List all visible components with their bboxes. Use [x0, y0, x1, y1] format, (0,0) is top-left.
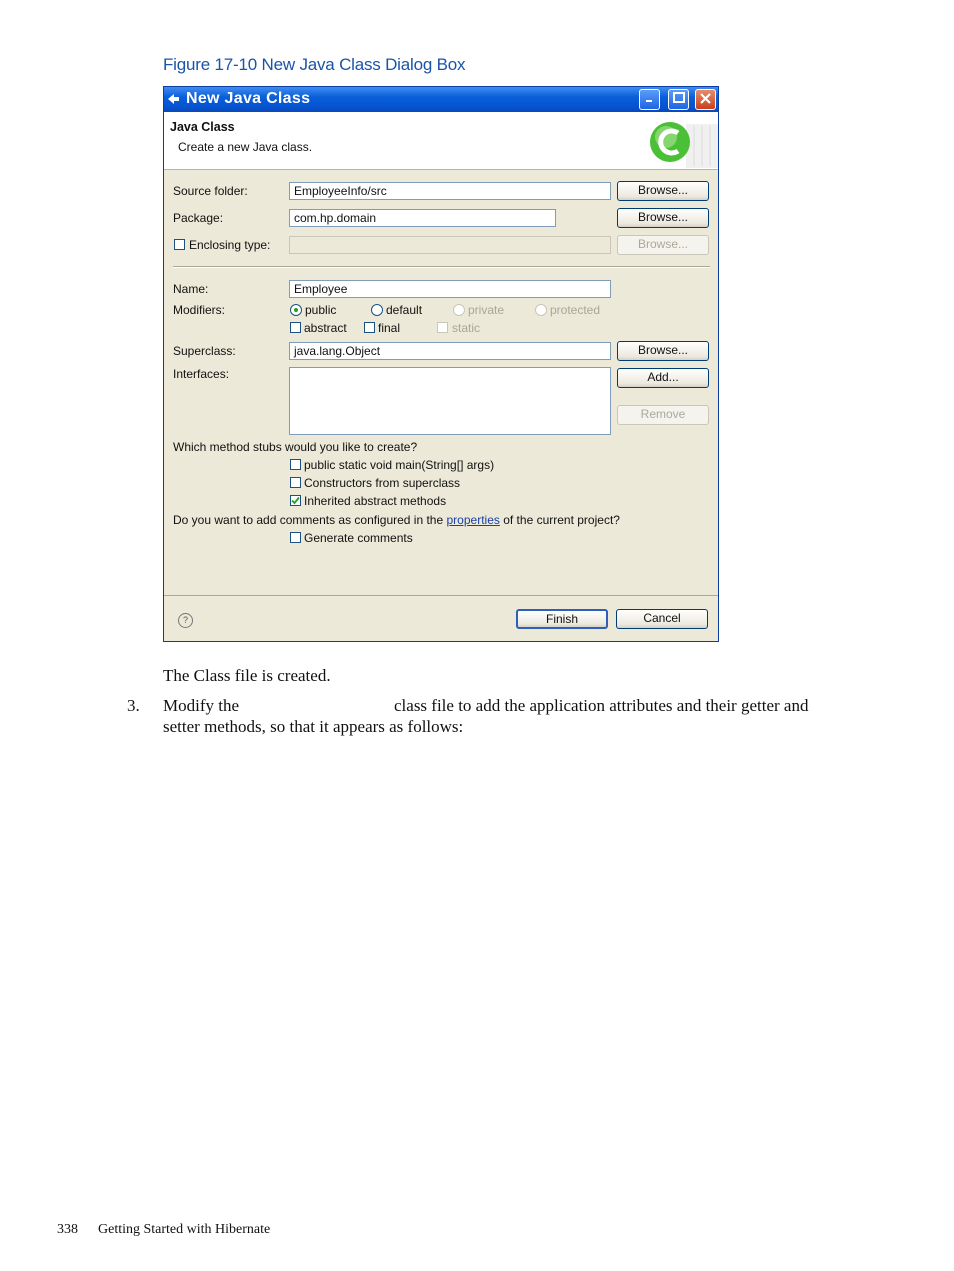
interfaces-label: Interfaces:	[173, 367, 230, 381]
main-method-label: public static void main(String[] args)	[304, 458, 495, 472]
source-folder-input[interactable]: EmployeeInfo/src	[289, 182, 611, 200]
remove-interface-button[interactable]: Remove	[617, 405, 709, 425]
separator	[173, 266, 710, 268]
source-folder-label: Source folder:	[173, 184, 248, 198]
comments-question	[173, 513, 620, 527]
figure-caption: Figure 17-10 New Java Class Dialog Box	[163, 55, 466, 74]
minimize-button[interactable]	[639, 89, 660, 110]
enclosing-type-label: Enclosing type:	[189, 238, 271, 252]
header-description: Create a new Java class.	[178, 140, 313, 154]
default-label: default	[386, 303, 423, 317]
help-icon[interactable]: ?	[178, 613, 193, 628]
header-title: Java Class	[170, 120, 235, 134]
superclass-label: Superclass:	[173, 344, 236, 358]
enclosing-type-checkbox[interactable]	[174, 239, 185, 250]
cancel-button[interactable]: Cancel	[616, 609, 708, 629]
title-bar[interactable]	[164, 87, 718, 112]
step-number: 3.	[127, 696, 140, 715]
method-stubs-question: Which method stubs would you like to create?	[173, 440, 418, 454]
inherited-methods-label: Inherited abstract methods	[304, 494, 447, 508]
final-checkbox[interactable]	[364, 322, 375, 333]
enclosing-type-input[interactable]	[289, 236, 611, 254]
name-input[interactable]: Employee	[289, 280, 611, 298]
step-text-start: Modify the	[163, 696, 240, 715]
generate-comments-checkbox[interactable]	[290, 532, 301, 543]
minimize-icon	[645, 93, 655, 103]
source-folder-browse-button[interactable]: Browse...	[617, 181, 709, 201]
constructors-label: Constructors from superclass	[304, 476, 461, 490]
abstract-checkbox[interactable]	[290, 322, 301, 333]
close-button[interactable]	[695, 89, 716, 110]
comments-question-pre: Do you want to add comments as configured in the	[173, 513, 444, 527]
dialog-header	[164, 112, 718, 170]
constructors-checkbox[interactable]	[290, 477, 301, 488]
name-label: Name:	[173, 282, 209, 296]
inherited-methods-checkbox[interactable]	[290, 495, 301, 506]
finish-button[interactable]: Finish	[516, 609, 608, 629]
close-icon	[700, 93, 711, 104]
book-title: Getting Started with Hibernate	[98, 1222, 271, 1237]
public-radio[interactable]	[290, 304, 302, 316]
properties-link[interactable]: properties	[446, 513, 500, 527]
main-method-checkbox[interactable]	[290, 459, 301, 470]
window-icon	[167, 93, 180, 105]
comments-question-post: of the current project?	[503, 513, 620, 527]
static-checkbox[interactable]	[437, 322, 448, 333]
step-text-line2: setter methods, so that it appears as follows:	[163, 717, 464, 736]
add-interface-button[interactable]: Add...	[617, 368, 709, 388]
final-label: final	[378, 321, 401, 335]
maximize-icon	[673, 92, 685, 103]
superclass-input[interactable]: java.lang.Object	[289, 342, 611, 360]
generate-comments-label: Generate comments	[304, 531, 413, 545]
modifiers-label: Modifiers:	[173, 303, 226, 317]
page-number: 338	[57, 1222, 78, 1237]
button-bar-divider	[164, 595, 718, 596]
interfaces-list[interactable]	[289, 367, 611, 435]
private-radio[interactable]	[453, 304, 465, 316]
java-class-wizard-icon	[642, 120, 718, 168]
default-radio[interactable]	[371, 304, 383, 316]
step-text-end: class file to add the application attributes and their getter and	[394, 696, 809, 715]
checkmark-icon	[291, 496, 300, 505]
public-label: public	[305, 303, 337, 317]
package-input[interactable]: com.hp.domain	[289, 209, 556, 227]
page-footer	[57, 1222, 270, 1238]
protected-radio[interactable]	[535, 304, 547, 316]
new-java-class-dialog	[163, 86, 719, 642]
superclass-browse-button[interactable]: Browse...	[617, 341, 709, 361]
package-label: Package:	[173, 211, 224, 225]
enclosing-type-browse-button[interactable]: Browse...	[617, 235, 709, 255]
dialog-title: New Java Class	[186, 90, 311, 107]
maximize-button[interactable]	[668, 89, 689, 110]
private-label: private	[468, 303, 505, 317]
class-created-text: The Class file is created.	[163, 666, 331, 685]
abstract-label: abstract	[304, 321, 347, 335]
protected-label: protected	[550, 303, 601, 317]
package-browse-button[interactable]: Browse...	[617, 208, 709, 228]
static-label: static	[452, 321, 481, 335]
